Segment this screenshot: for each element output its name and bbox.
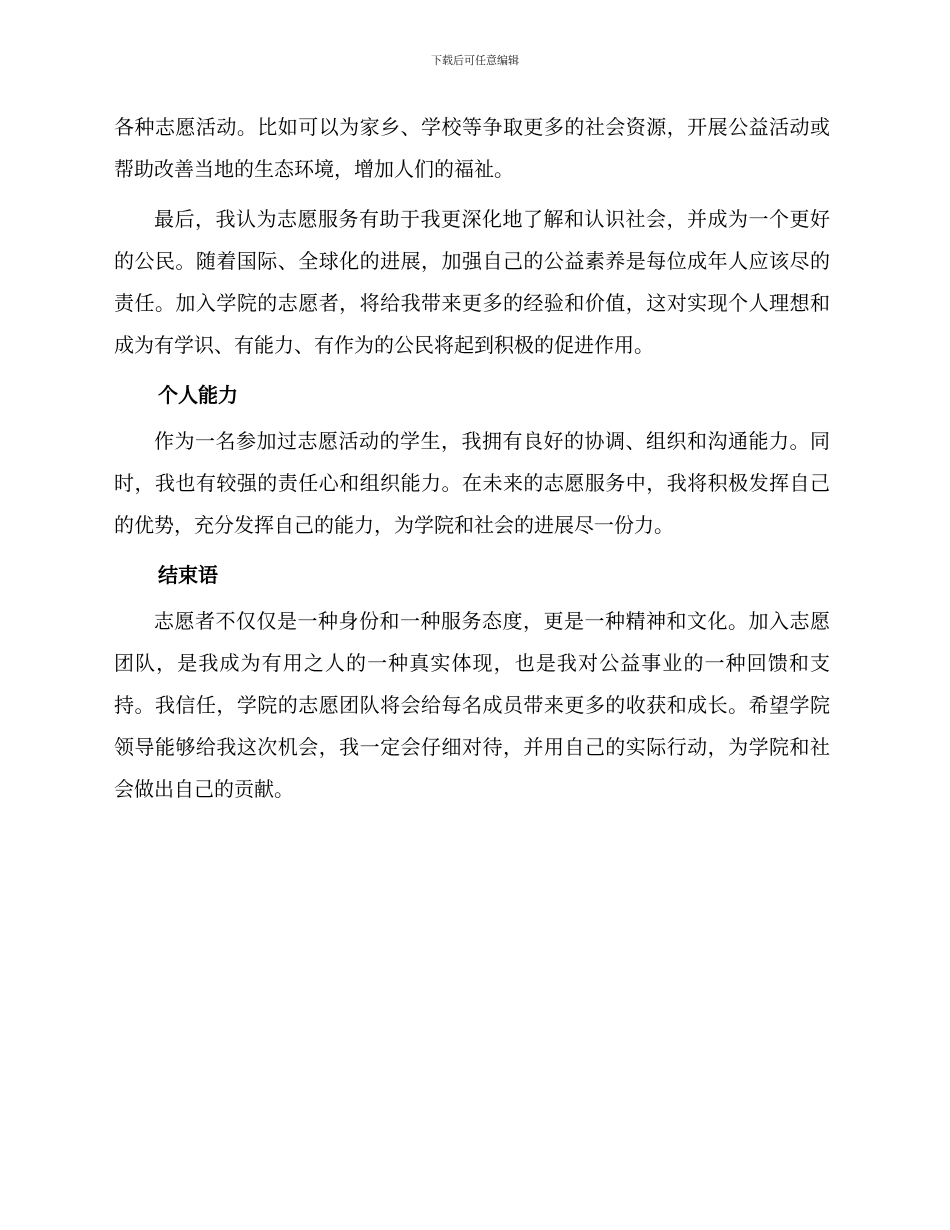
- heading-personal-ability: 个人能力: [158, 383, 238, 407]
- heading-conclusion: 结束语: [158, 563, 218, 587]
- paragraph-final-point: 最后，我认为志愿服务有助于我更深化地了解和认识社会，并成为一个更好的公民。随着国际、全球化的进展，加强自己的公益素养是每位成年人应该尽的责任。加入学院的志愿者，将给我带来更多的经验和价值，这对实现个人理想和成为有学识、有能力、有作为的公民将起到积极的促进作用。: [114, 207, 830, 357]
- page-header: 下载后可任意编辑: [431, 54, 519, 67]
- paragraph-conclusion: 志愿者不仅仅是一种身份和一种服务态度，更是一种精神和文化。加入志愿团队，是我成为有用之人的一种真实体现，也是我对公益事业的一种回馈和支持。我信任，学院的志愿团队将会给每名成员带来更多的收获和成长。希望学院领导能够给我这次机会，我一定会仔细对待，并用自己的实际行动，为学院和社会做出自己的贡献。: [114, 609, 830, 801]
- paragraph-personal-ability: 作为一名参加过志愿活动的学生，我拥有良好的协调、组织和沟通能力。同时，我也有较强的责任心和组织能力。在未来的志愿服务中，我将积极发挥自己的优势，充分发挥自己的能力，为学院和社会的进展尽一份力。: [114, 429, 830, 537]
- paragraph-continued: 各种志愿活动。比如可以为家乡、学校等争取更多的社会资源，开展公益活动或帮助改善当地的生态环境，增加人们的福祉。: [114, 115, 830, 181]
- document-body: [114, 106, 830, 810]
